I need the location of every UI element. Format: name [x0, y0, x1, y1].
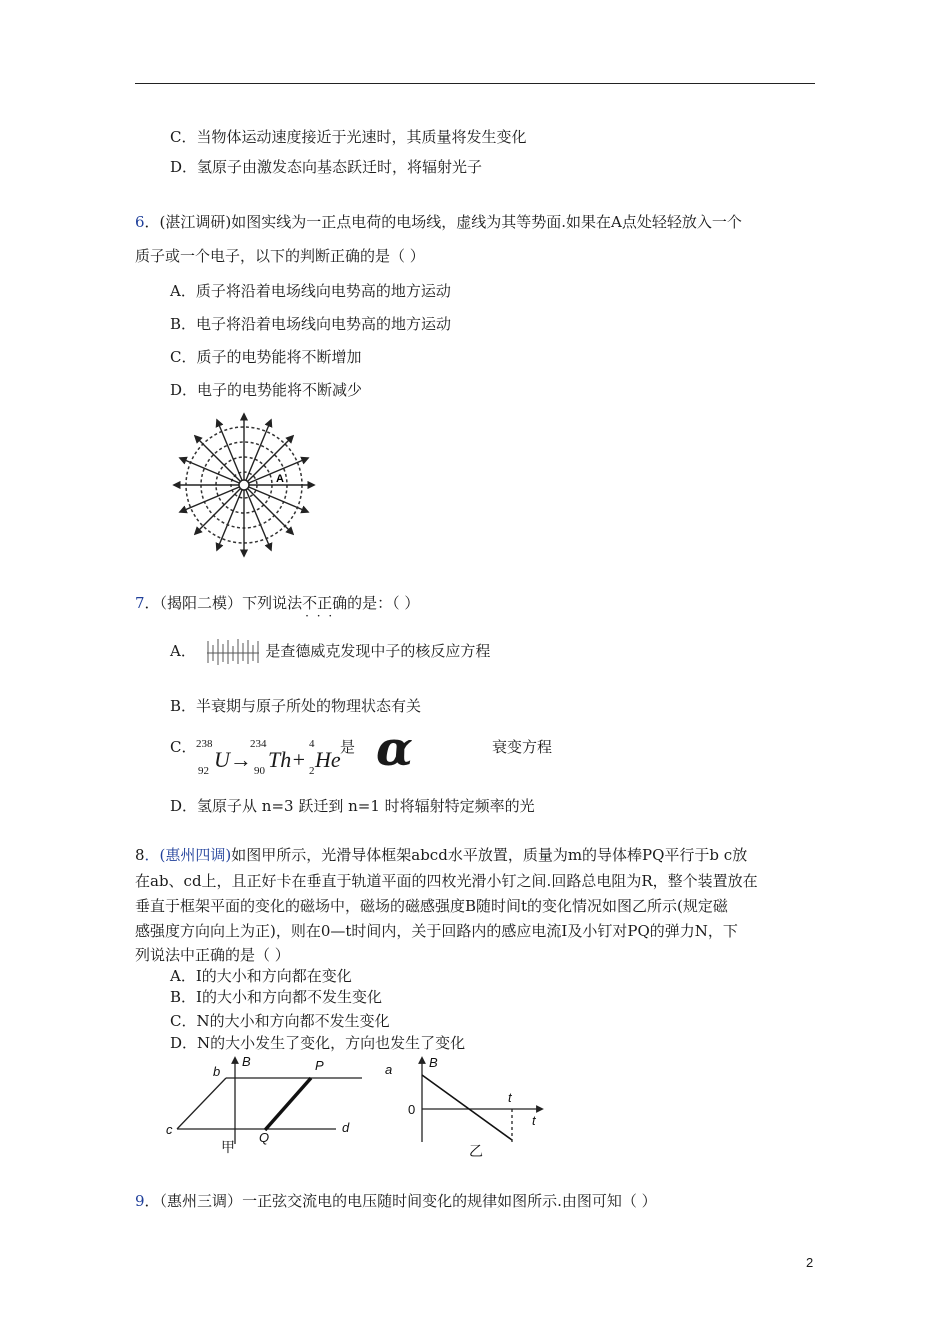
q8-line2: 在ab、cd上，且正好卡在垂直于轨道平面的四枚光滑小钉之间.回路总电阻为R，整个装置放在: [135, 872, 758, 890]
q8-option-b: B．I的大小和方向都不发生变化: [170, 988, 382, 1006]
q9-stem: [135, 1191, 657, 1211]
q8-line5: 列说法中正确的是（ ）: [135, 946, 290, 964]
q7-option-c-formula: [196, 733, 346, 779]
q7-option-c: [170, 721, 590, 779]
q5-option-c: C．当物体运动速度接近于光速时，其质量将发生变化: [170, 128, 527, 146]
label-d: d: [342, 1120, 350, 1135]
label-b: b: [213, 1064, 221, 1079]
point-a-label: A: [276, 473, 284, 485]
q8-line4: 感强度方向向上为正)，则在0—t时间内，关于回路内的感应电流I及小钉对PQ的弹力N，下: [135, 922, 738, 940]
q6-option-d: D．电子的电势能将不断减少: [170, 381, 363, 399]
u-mass-number: 238: [196, 738, 213, 750]
q7-option-b: B．半衰期与原子所处的物理状态有关: [170, 697, 422, 715]
alpha-symbol: α: [376, 721, 413, 777]
label-a: a: [385, 1062, 393, 1077]
label-t-top: t: [508, 1090, 512, 1105]
q6-option-b: B．电子将沿着电场线向电势高的地方运动: [170, 315, 452, 333]
label-B: B: [242, 1054, 251, 1069]
q9-number: 9: [135, 1192, 145, 1210]
q7-option-d: D．氢原子从 n=3 跃迁到 n=1 时将辐射特定频率的光: [170, 797, 535, 815]
b-t-line: [422, 1075, 512, 1140]
label-yi-B: B: [429, 1055, 438, 1070]
rail-bc: [177, 1078, 226, 1129]
q6-source: ．(湛江调研): [144, 213, 232, 231]
caption-jia: 甲: [221, 1140, 235, 1156]
q8-line1: [135, 845, 747, 865]
q8-option-a: A．I的大小和方向都在变化: [170, 967, 352, 985]
q7-option-c-is: 是: [340, 738, 356, 756]
label-Q: Q: [259, 1130, 270, 1145]
he-atomic-number: 2: [309, 765, 315, 777]
q7-source: ．（揭阳二模）: [144, 594, 243, 612]
q7-option-c-prefix: C．: [170, 738, 197, 756]
q6-option-a: A．质子将沿着电场线向电势高的地方运动: [170, 282, 451, 300]
page-number: 2: [806, 1255, 814, 1270]
label-t-axis: t: [532, 1113, 536, 1128]
header-rule: [135, 83, 815, 84]
q7-stem-text: 下列说法: [242, 594, 303, 612]
th-atomic-number: 90: [254, 765, 265, 777]
th-symbol: Th+: [268, 747, 307, 772]
q7-stem: [135, 593, 419, 613]
u-symbol: U→: [214, 747, 252, 772]
label-P: P: [315, 1058, 324, 1073]
q8-figure-yi: [380, 1052, 550, 1162]
q7-option-a-formula-image: [205, 635, 261, 669]
q8-line3: 垂直于框架平面的变化的磁场中，磁场的磁感强度B随时间t的变化情况如图乙所示(规定磁: [135, 897, 728, 915]
q6-stem-line1: [135, 212, 742, 232]
q7-stem-emphasis: 不正确 · · ·: [302, 594, 347, 612]
q7-option-a: [170, 635, 490, 669]
q6-option-c: C．质子的电势能将不断增加: [170, 348, 362, 366]
q8-figure-jia: [160, 1052, 370, 1162]
q8-option-d: D．N的大小发生了变化，方向也发生了变化: [170, 1034, 466, 1052]
q6-number: 6: [135, 213, 145, 231]
q6-stem-line2: 质子或一个电子，以下的判断正确的是（ ）: [135, 247, 425, 265]
q7-option-a-prefix: A．: [170, 642, 196, 660]
caption-yi: 乙: [469, 1144, 483, 1160]
q9-stem-text: 一正弦交流电的电压随时间变化的规律如图所示.由图可知（ ）: [242, 1192, 657, 1210]
label-zero: 0: [408, 1102, 416, 1117]
he-symbol: He: [315, 747, 341, 772]
q8-option-c: C．N的大小和方向都不发生变化: [170, 1012, 390, 1030]
he-mass-number: 4: [309, 738, 315, 750]
q7-option-a-text: 是查德威克发现中子的核反应方程: [265, 642, 491, 660]
rod-pq: [265, 1078, 311, 1130]
q7-option-c-end: 衰变方程: [492, 738, 553, 756]
q9-source: ．（惠州三调）: [144, 1192, 243, 1210]
q8-number: 8: [135, 846, 145, 864]
q5-option-d: D．氢原子由激发态向基态跃迁时，将辐射光子: [170, 158, 483, 176]
label-c: c: [166, 1122, 173, 1137]
q8-line1-text: 如图甲所示，光滑导体框架abcd水平放置，质量为m的导体棒PQ平行于b c放: [231, 846, 748, 864]
u-atomic-number: 92: [198, 765, 209, 777]
th-mass-number: 234: [250, 738, 267, 750]
point-charge: [239, 480, 249, 490]
q7-stem-end: 的是：（ ）: [347, 594, 420, 612]
q6-stem-text: 如图实线为一正点电荷的电场线，虚线为其等势面.如果在A点处轻轻放入一个: [231, 213, 742, 231]
q8-source: ．(惠州四调): [144, 846, 232, 864]
q7-number: 7: [135, 594, 145, 612]
q6-field-figure: [172, 410, 316, 558]
